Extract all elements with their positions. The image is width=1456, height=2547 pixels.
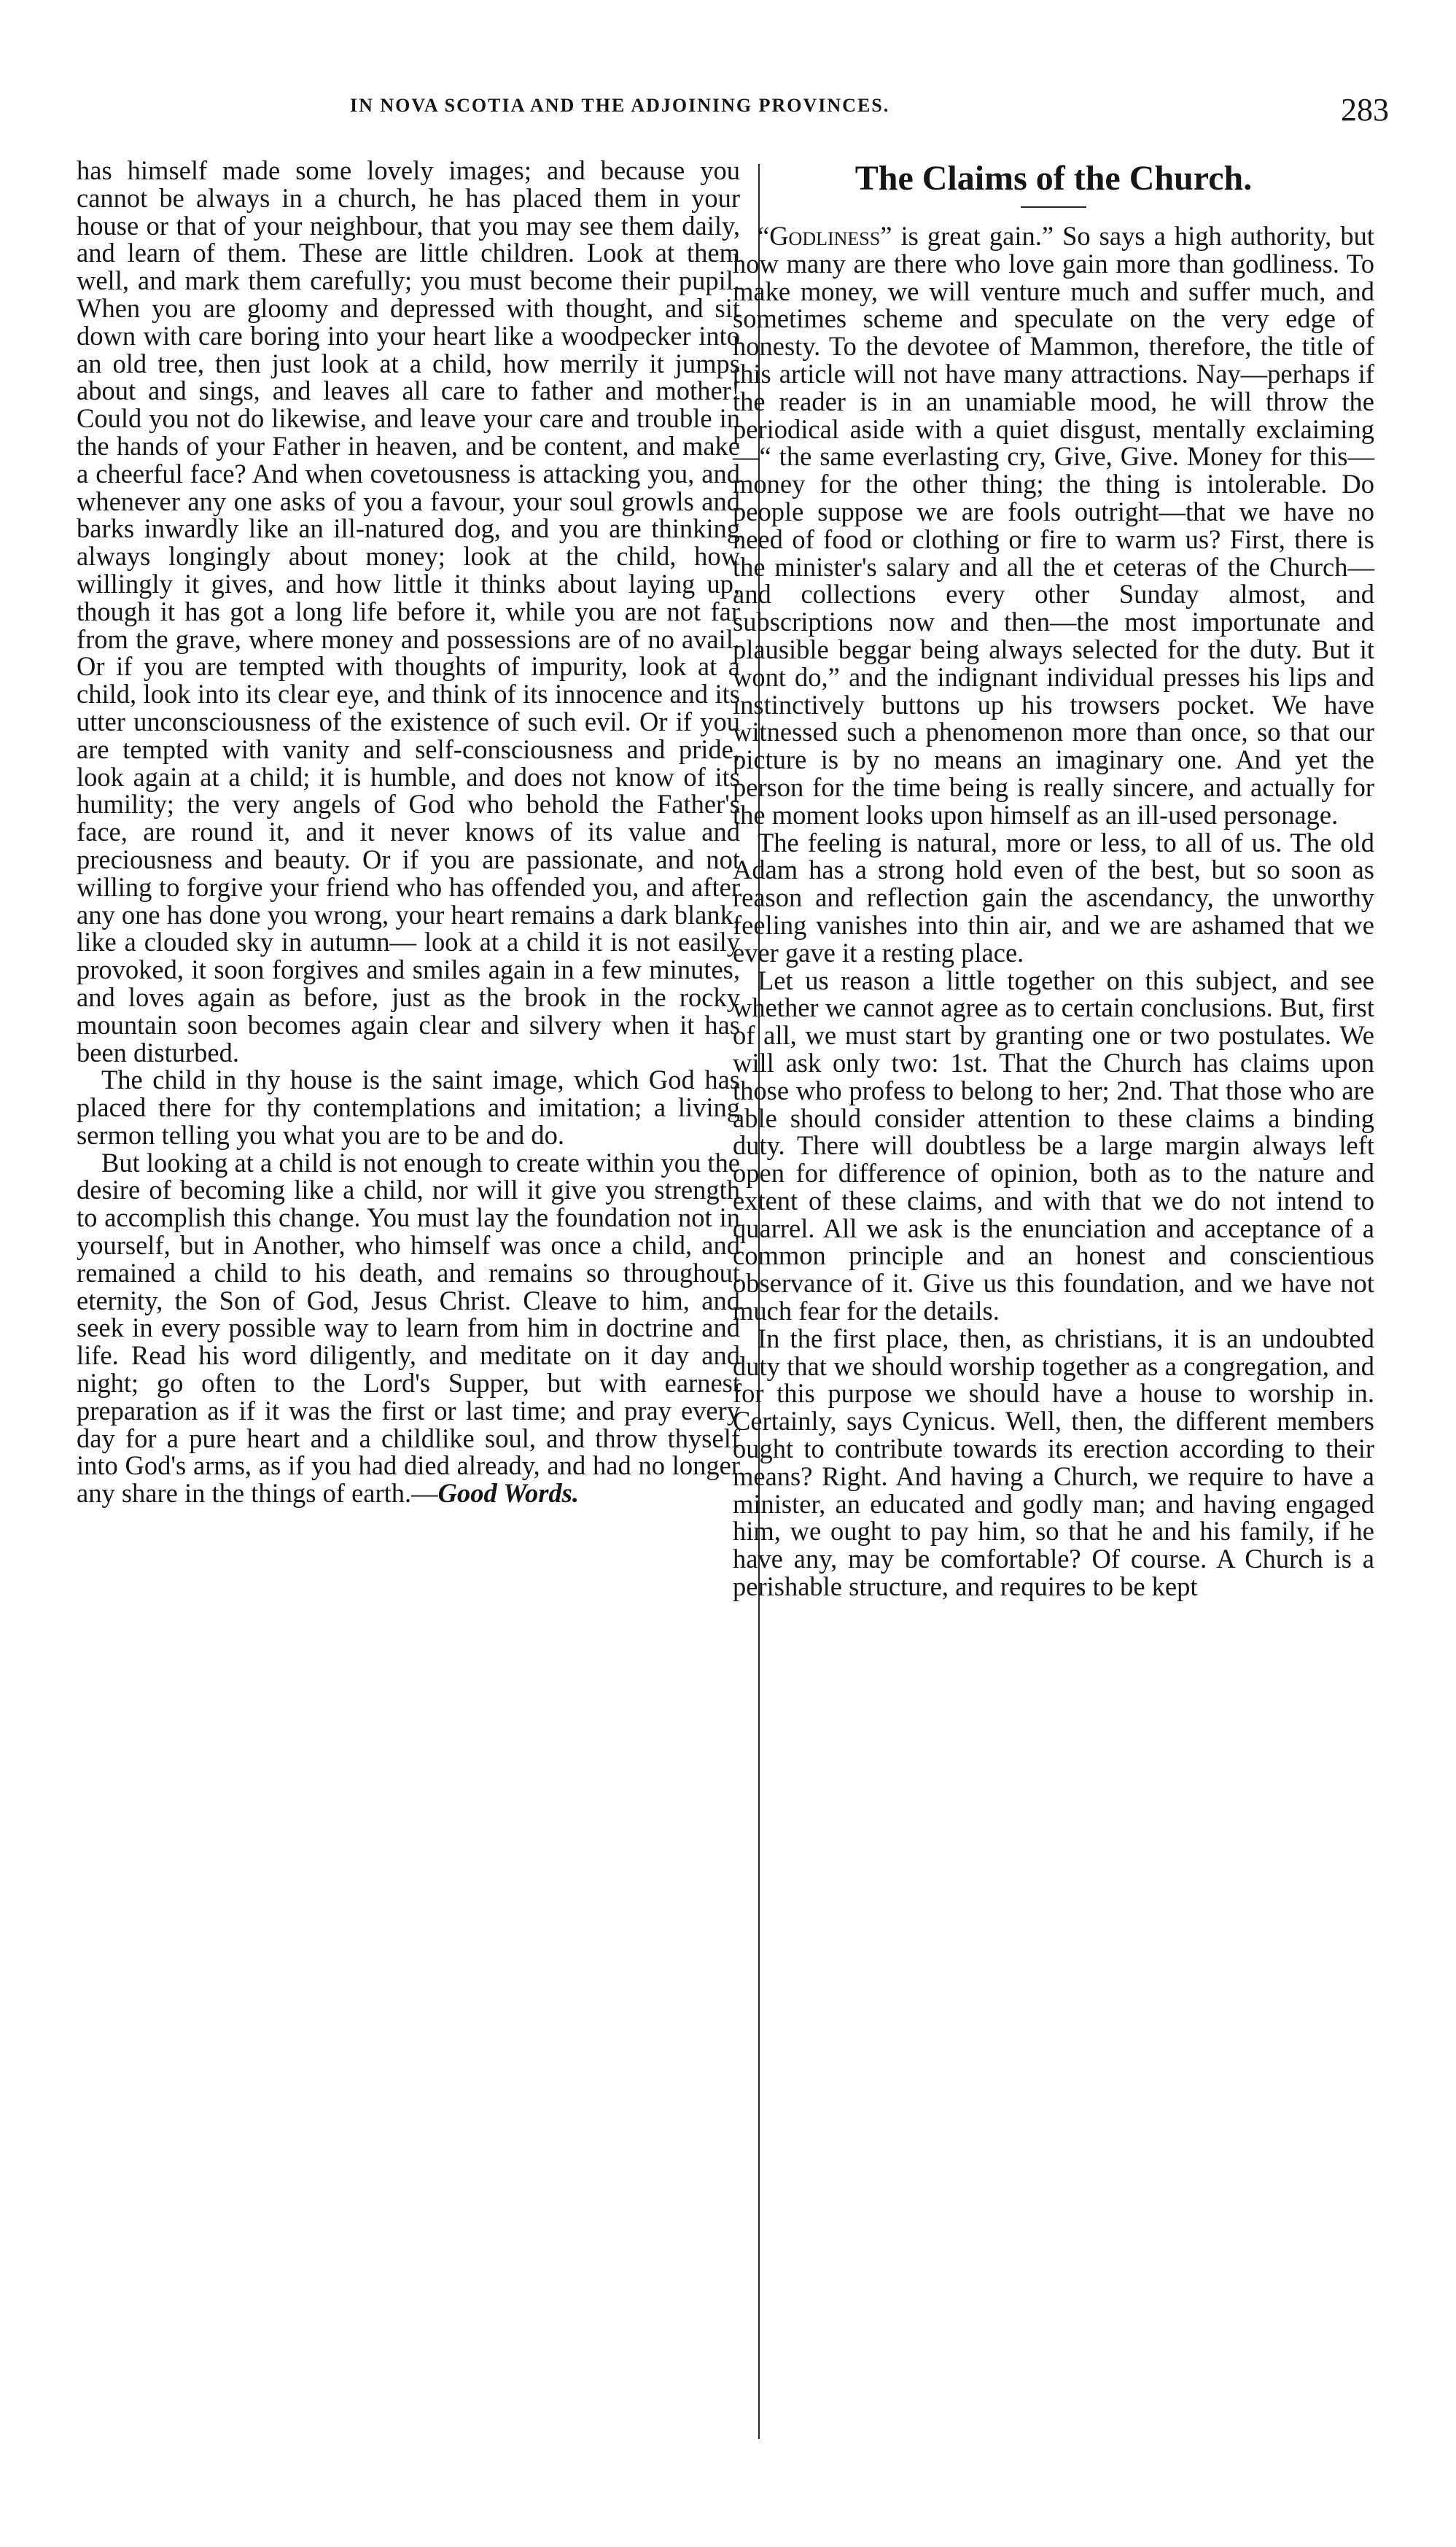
article-paragraph-2: The feeling is natural, more or less, to all of us. The old Adam has a strong hold even of the best, but so soon as reason and reflection gain the ascendancy, the unworthy feeling vanishes into thin air, and we are ashamed that we ever gave it a resting place. [733,827,1374,968]
page-number: 283 [1341,92,1389,128]
article-paragraph-3: Let us reason a little together on this subject, and see whether we cannot agree as to certain conclusions. But, first of all, we must start by granting one or two postulates. We will ask only two: 1st. That the Church has claims upon those who profess to belong to her; 2nd. That those who are able should consider attention to these claims a binding duty. There will doubtless be a large margin always left open for difference of opinion, both as to the nature and extent of these claims, and with that we do not intend to quarrel. All we ask is the enunciation and acceptance of a common principle and an honest and conscientious observance of it. Give us this foundation, and we have not much fear for the details. [733,965,1374,1326]
paragraph-3 [77,1149,740,1507]
article-paragraph-1 [733,222,1374,829]
source-signature: Good Words. [437,1478,580,1509]
running-head: IN NOVA SCOTIA AND THE ADJOINING PROVINCES. [350,95,890,116]
paragraph-2: The child in thy house is the saint image, which God has placed there for thy contemplations and imitation; a living sermon telling you what you are to be and do. [77,1065,740,1150]
paragraph-1: has himself made some lovely images; and because you cannot be always in a church, he has placed them in your house or that of your neighbour, that you may see them daily, and learn of them. These are little children. Look at them well, and mark them carefully; you must become their pupil. When you are gloomy and depressed with thought, and sit down with care boring into your heart like a woodpecker into an old tree, then just look at a child, how merrily it jumps about and sings, and leaves all care to father and mother! Could you not do likewise, and leave your care and trouble in the hands of your Father in heaven, and be content, and make a cheerful face? And when covetousness is attacking you, and whenever any one asks of you a favour, your soul growls and barks inwardly like an ill-natured dog, and you are thinking always longingly about money; look at the child, how willingly it gives, and how little it thinks about laying up, though it has got a long life before it, while you are not far from the grave, where money and possessions are of no avail. Or if you are tempted with thoughts of impurity, look at a child, look into its clear eye, and think of its innocence and its utter unconsciousness of the existence of such evil. Or if you are tempted with vanity and self-consciousness and pride, look again at a child; it is humble, and does not know of its humility; the very angels of God who behold the Father's face, are round it, and it never knows of its value and preciousness and beauty. Or if you are passionate, and not willing to forgive your friend who has offended you, and after any one has done you wrong, your heart remains a dark blank, like a clouded sky in autumn— look at a child it is not easily provoked, it soon forgives and smiles again in a few minutes, and loves again as before, just as the brook in the rocky mountain soon becomes again clear and silvery when it has been disturbed. [77,155,740,1068]
article-paragraph-1-text: is great gain.” So says a high authority, but how many are there who love gain more than godliness. To make money, we will venture much and suffer much, and sometimes scheme and speculate on the very edge of honesty. To the devotee of Mammon, therefore, the title of this article will not have many attractions. Nay—perhaps if the reader is in an unamiable mood, he will throw the periodical aside with a quiet disgust, mentally exclaiming—“ the same everlasting cry, Give, Give. Money for this—money for the other thing; the thing is intolerable. Do people suppose we are fools outright—that we have no need of food or clothing or fire to warm us? First, there is the minister's salary and all the et ceteras of the Church—and collections every other Sunday almost, and subscriptions now and then—the most importunate and plausible beggar being always selected for the duty. But it wont do,” and the indignant individual presses his lips and instinctively buttons up his trowsers pocket. We have witnessed such a phenomenon more than once, so that our picture is by no means an imaginary one. And yet the person for the time being is really sincere, and actually for the moment looks upon himself as an ill-used personage. [733,221,1374,830]
paragraph-3-text: But looking at a child is not enough to create within you the desire of becoming like a child, nor will it give you strength to accomplish this change. You must lay the foundation not in yourself, but in Another, who himself was once a child, and remained a child to his death, and remains so throughout eternity, the Son of God, Jesus Christ. Cleave to him, and seek in every possible way to learn from him in doctrine and life. Read his word diligently, and meditate on it day and night; go often to the Lord's Supper, but with earnest preparation as if it was the first or last time; and pray every day for a pure heart and a childlike soul, and throw thyself into God's arms, as if you had died already, and had no longer any share in the things of earth.— [77,1147,740,1509]
article-title: The Claims of the Church. [854,159,1253,198]
left-column [77,157,740,1507]
opening-word: “Godliness” [758,221,892,251]
right-column [733,157,1374,1601]
article-paragraph-4: In the first place, then, as christians, it is an undoubted duty that we should worship together as a congregation, and for this purpose we should have a house to worship in. Certainly, says Cynicus. Well, then, the different members ought to contribute towards its erection according to their means? Right. And having a Church, we require to have a minister, an educated and godly man; and having engaged him, we ought to pay him, so that he and his family, if he have any, may be comfortable? Of course. A Church is a perishable structure, and requires to be kept [733,1323,1374,1602]
title-rule [1021,206,1086,208]
